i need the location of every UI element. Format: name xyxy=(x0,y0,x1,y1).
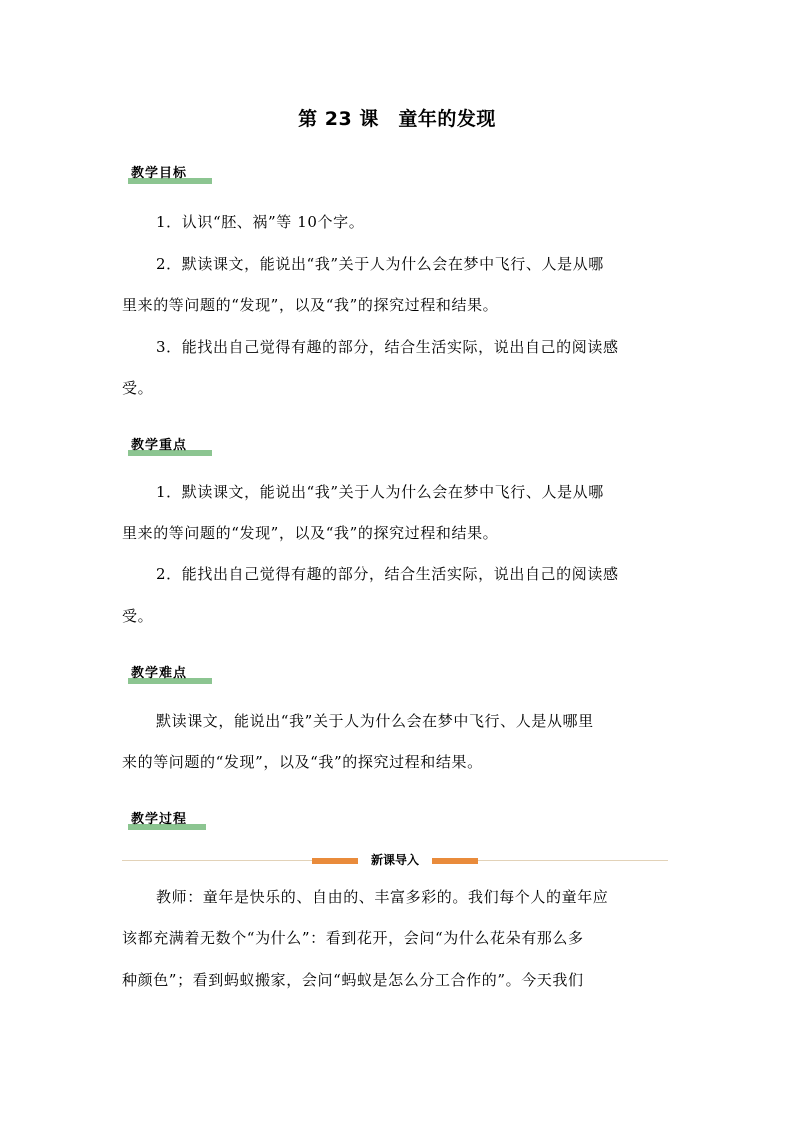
objective-line: 受。 xyxy=(122,379,154,397)
section-heading-key-points xyxy=(128,434,212,456)
page-title: 第 23 课 童年的发现 xyxy=(298,108,496,130)
key-point-line: 受。 xyxy=(122,607,154,625)
process-line: 种颜色”；看到蚂蚁搬家，会问“蚂蚁是怎么分工合作的”。今天我们 xyxy=(122,971,584,989)
section-heading-difficulties xyxy=(128,662,212,684)
section-heading-process xyxy=(128,808,206,830)
difficulty-line: 默读课文，能说出“我”关于人为什么会在梦中飞行、人是从哪里 xyxy=(156,712,594,730)
divider-label: 新课导入 xyxy=(358,851,432,868)
process-line: 教师：童年是快乐的、自由的、丰富多彩的。我们每个人的童年应 xyxy=(156,888,609,906)
difficulty-line: 来的等问题的“发现”，以及“我”的探究过程和结果。 xyxy=(122,753,483,771)
objective-line: 1．认识“胚、祸”等 10个字。 xyxy=(156,213,365,231)
key-point-line: 里来的等问题的“发现”，以及“我”的探究过程和结果。 xyxy=(122,524,499,542)
process-line: 该都充满着无数个“为什么”：看到花开，会问“为什么花朵有那么多 xyxy=(122,929,584,947)
section-heading-objectives xyxy=(128,162,212,184)
key-point-line: 1．默读课文，能说出“我”关于人为什么会在梦中飞行、人是从哪 xyxy=(156,483,604,501)
objective-line: 里来的等问题的“发现”，以及“我”的探究过程和结果。 xyxy=(122,296,499,314)
section-heading-label: 教学目标 xyxy=(131,166,188,181)
objective-line: 2．默读课文，能说出“我”关于人为什么会在梦中飞行、人是从哪 xyxy=(156,255,604,273)
divider-accent-left xyxy=(312,858,360,864)
section-heading-label: 教学难点 xyxy=(131,666,188,681)
section-heading-label: 教学过程 xyxy=(131,812,188,827)
divider-accent-right xyxy=(430,858,478,864)
section-heading-label: 教学重点 xyxy=(131,438,188,453)
objective-line: 3．能找出自己觉得有趣的部分，结合生活实际，说出自己的阅读感 xyxy=(156,338,619,356)
key-point-line: 2．能找出自己觉得有趣的部分，结合生活实际，说出自己的阅读感 xyxy=(156,565,619,583)
